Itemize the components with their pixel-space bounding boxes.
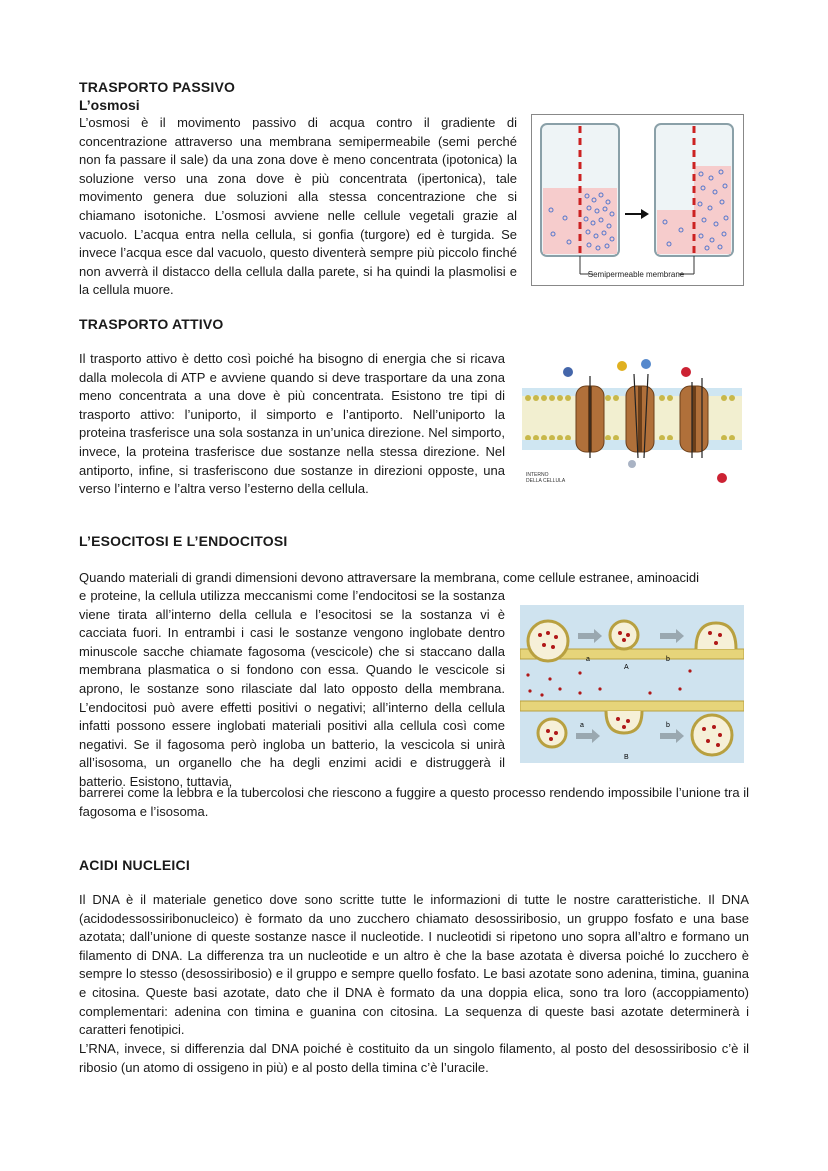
exo-paragraph-wide: Quando materiali di grandi dimensioni devono attraversare la membrana, come cellule estranee, aminoacidi [79, 570, 699, 585]
beaker-right-water-left [657, 210, 694, 254]
label-A: A [624, 664, 629, 671]
label-B: B [624, 754, 629, 761]
active-transport-paragraph: Il trasporto attivo è detto così poiché ha bisogno di energia che si ricava dalla molecola di ATP e avviene quando si deve trasportare da una zona meno concentrata a una dove è più concentrata. Esistono tre tipi di trasporto attivo: l’uniporto, il simporto e l’antiporto. Nell’uniporto la proteina trasferisce una sola sostanza in un’unica direzione. Nel simporto, invece, la proteina trasferisce due sostanze nella stessa direzione. Nel antiporto, infine, si trasferiscono due sostanze in direzioni opposte, una verso l’interno e l’altra verso l’esterno della cellula. [79, 351, 505, 497]
membrane-b [520, 701, 744, 711]
label-a-small: a [586, 656, 590, 663]
beaker-left [541, 124, 619, 256]
label-b-small-b: b [666, 722, 670, 729]
nucleic-paragraph-1: Il DNA è il materiale genetico dove sono scritte tutte le informazioni di tutte le nostre caratteristiche. Il DNA (acidodessossiribonucleico) è formato da uno zucchero chiamato desossiribosio, un gruppo fosfato e una base azotata; dall’unione di queste sostanze nasce il nucleotide. I nucleotidi si ripetono uno sopra all’altro e formano un filamento di DNA. La differenza tra un nucleotide e un altro è che la base azotata è diversa poiché lo zucchero è sempre lo stesso (desossiribosio) e il gruppo e sempre quello fosfato. Le basi azotate sono adenina, timina, guanina e citosina. Queste basi azotate, dato che il DNA è formato da una doppia elica, sono tra loro (accoppiamento) complementari: adenina con timina e guanina con citosina. La sequenza di queste basi azotate determinerà i caratteri fenotipici. [79, 892, 749, 1038]
molecule-uniport [563, 367, 573, 377]
vesicle-a1 [528, 621, 568, 661]
section-title-nucleic-acids: ACIDI NUCLEICI [79, 857, 190, 873]
vesicle-b1-forming [606, 711, 642, 733]
section-title-passive-transport: TRASPORTO PASSIVO [79, 79, 236, 95]
inside-cell-label-2: DELLA CELLULA [526, 478, 566, 484]
molecule-antiport-in [681, 367, 691, 377]
nucleic-paragraph-2: L’RNA, invece, si differenzia dal DNA poiché è costituito da un singolo filamento, al posto del desossiribosio c’è il ribosio (un atomo di ossigeno in più) e al posto della timina c’è l’uracile. [79, 1041, 749, 1075]
protein-symport [626, 386, 654, 452]
exo-paragraph-tail: barrerei come la lebbra e la tubercolosi che riescono a fuggire a questo processo rendendo impossibile l’unione tra il fagosoma e l’isosoma. [79, 785, 749, 819]
exo-paragraph-narrow: e proteine, la cellula utilizza meccanismi come l’endocitosi se la sostanza viene tirata all’interno della cellula e l’esocitosi se la sostanza vi è cacciata fuori. In entrambi i casi le sostanze vengono inglobate dentro minuscole sacche chiamate fagosoma (vescicole) che si staccano dalla membrana plasmatica o si fondono con essa. Quando le vescicole si aprono, le sostanze sono rilasciate dal lato opposto della membrana. L’endocitosi può avere effetti positivi o negativi; all’interno della cellula infatti possono essere inglobati materiali positivi alla cellula così come negativi. Se il fagosoma però ingloba un batterio, la vescicola si unirà all’isosoma, un organello che ha degli enzimi acidi e distruggerà il batterio. Esistono, tuttavia, [79, 588, 505, 789]
osmosis-figure [531, 114, 744, 286]
molecule-symport-b [641, 359, 651, 369]
molecule-inside-b [717, 473, 727, 483]
protein-antiport [680, 386, 708, 452]
exo-endocytosis-diagram [520, 605, 744, 763]
subtitle-osmosis: L’osmosi [79, 97, 140, 113]
active-transport-figure [522, 358, 742, 486]
beaker-right [655, 124, 733, 256]
label-b-small: b [666, 656, 670, 663]
section-title-active-transport: TRASPORTO ATTIVO [79, 316, 224, 332]
active-transport-diagram [522, 358, 742, 486]
vesicle-b2 [538, 719, 566, 747]
vesicle-b3 [692, 715, 732, 755]
molecule-symport-a [617, 361, 627, 371]
molecule-inside-a [628, 460, 636, 468]
inside-cell-label-1: INTERNO [526, 472, 549, 478]
osmosis-paragraph: L’osmosi è il movimento passivo di acqua contro il gradiente di concentrazione attraverso una membrana semipermeabile (semi perché non fa passare il sale) da una zona dove è meno concentrata (ipotonica) la soluzione verso una zona dove è più concentrata (ipertonica), tale movimento genera due soluzioni alla stessa concentrazione che si chiamano isotoniche. L’osmosi avviene nelle cellule vegetali grazie al vacuolo. L’acqua entra nella cellula, si gonfia (turgore) ed è turgida. Se invece l’acqua esce dal vacuolo, questo diventerà sempre più piccolo finché non avverrà il distacco della cellula dalla parete, si ha quindi la plasmolisi e la cellula muore. [79, 115, 517, 298]
label-a-small-b: a [580, 722, 584, 729]
section-title-exo-endocytosis: L’ESOCITOSI E L’ENDOCITOSI [79, 533, 288, 549]
semipermeable-membrane-label: Semipermeable membrane [587, 270, 685, 279]
osmosis-diagram [531, 114, 744, 286]
exo-endocytosis-figure [520, 605, 744, 763]
vesicle-a3-fusing [696, 623, 736, 649]
vesicle-a2 [610, 621, 638, 649]
